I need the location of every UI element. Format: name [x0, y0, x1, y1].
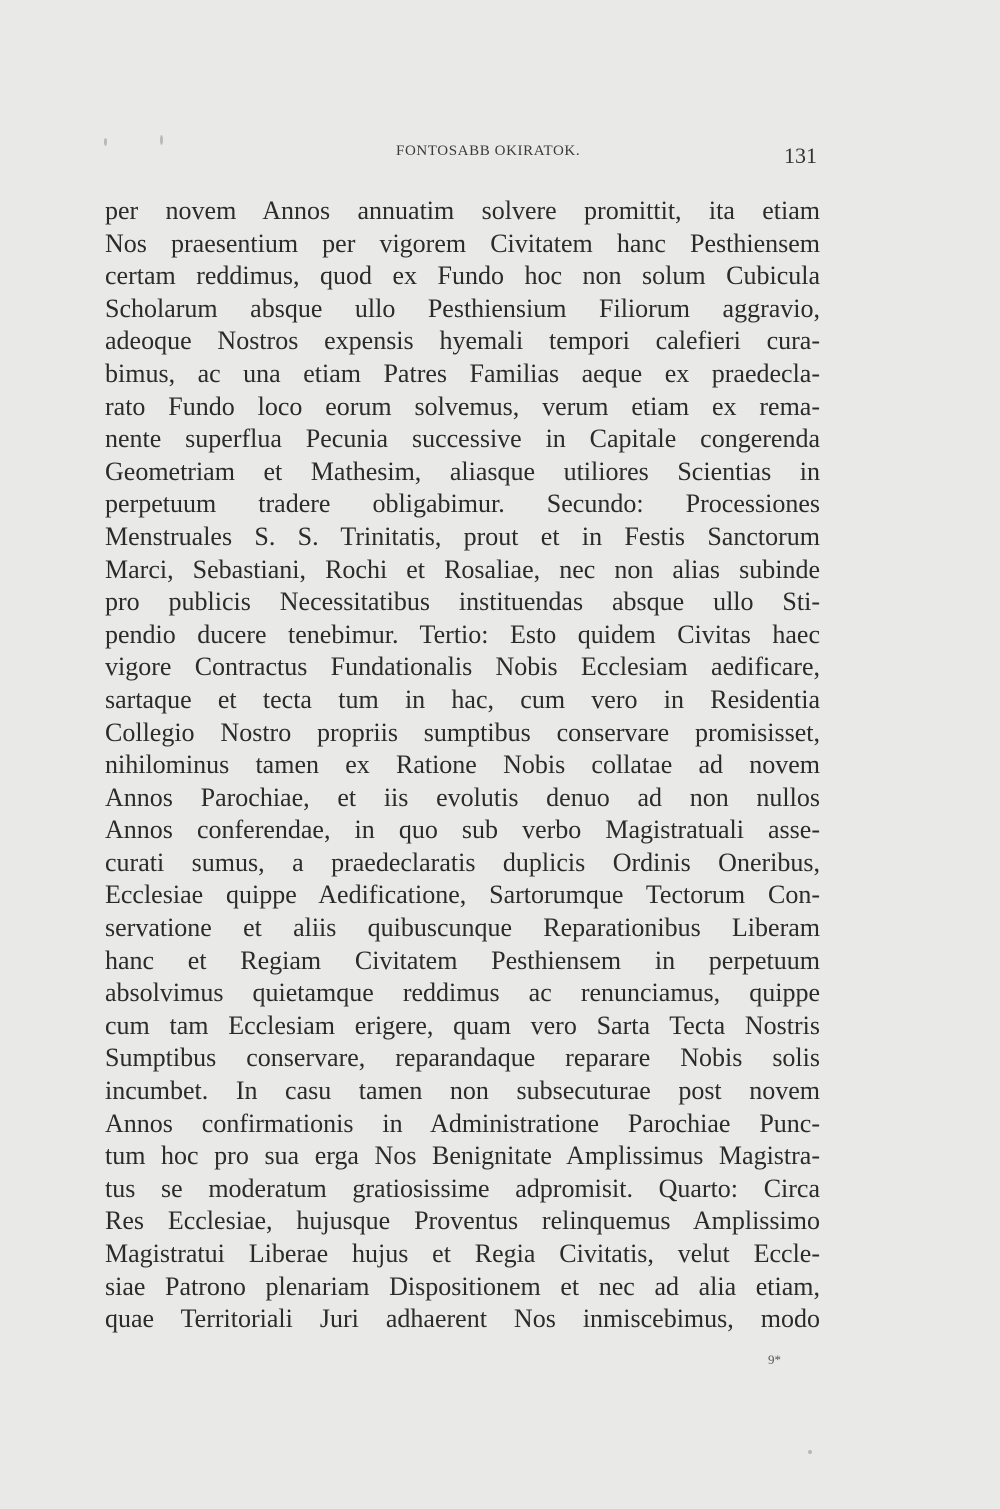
text-line: vigore Contractus Fundationalis Nobis Ecclesiam aedificare, — [105, 652, 820, 682]
text-line: tus se moderatum gratiosissime adpromisit. Quarto: Circa — [105, 1173, 820, 1203]
text-line: Marci, Sebastiani, Rochi et Rosaliae, nec non alias subinde — [105, 554, 820, 584]
text-line: per novem Annos annuatim solvere promittit, ita etiam — [105, 196, 820, 225]
paper-speck — [808, 1450, 812, 1454]
text-line: certam reddimus, quod ex Fundo hoc non solum Cubicula — [105, 261, 820, 291]
text-line: absolvimus quietamque reddimus ac renunciamus, quippe — [105, 978, 820, 1008]
text-line: Collegio Nostro propriis sumptibus conservare promisisset, — [105, 717, 820, 747]
text-line: Annos conferendae, in quo sub verbo Magistratuali asse- — [105, 815, 820, 845]
text-line: Sumptibus conservare, reparandaque reparare Nobis solis — [105, 1043, 820, 1073]
text-line: Annos confirmationis in Administratione Parochiae Punc- — [105, 1108, 820, 1138]
text-line: Annos Parochiae, et iis evolutis denuo ad non nullos — [105, 782, 820, 812]
text-line: Ecclesiae quippe Aedificatione, Sartorumque Tectorum Con- — [105, 880, 820, 910]
paper-speck — [160, 135, 163, 145]
text-line: pendio ducere tenebimur. Tertio: Esto quidem Civitas haec — [105, 619, 820, 649]
text-line: Res Ecclesiae, hujusque Proventus relinquemus Amplissimo — [105, 1206, 820, 1236]
text-line: Magistratui Liberae hujus et Regia Civitatis, velut Eccle- — [105, 1239, 820, 1268]
text-line: perpetuum tradere obligabimur. Secundo: Processiones — [105, 489, 820, 519]
text-line: siae Patrono plenariam Dispositionem et nec ad alia etiam, — [105, 1271, 820, 1301]
running-head — [0, 143, 1000, 173]
text-line: tum hoc pro sua erga Nos Benignitate Amplissimus Magistra- — [105, 1141, 820, 1171]
text-line: pro publicis Necessitatibus instituendas absque ullo Sti- — [105, 587, 820, 617]
paper-speck — [104, 138, 107, 146]
text-line: Scholarum absque ullo Pesthiensium Filiorum aggravio, — [105, 293, 820, 323]
text-line: servatione et aliis quibuscunque Reparationibus Liberam — [105, 913, 820, 943]
text-line: curati sumus, a praedeclaratis duplicis Ordinis Oneribus, — [105, 847, 820, 877]
text-line: Nos praesentium per vigorem Civitatem hanc Pesthiensem — [105, 228, 820, 258]
text-line: cum tam Ecclesiam erigere, quam vero Sarta Tecta Nostris — [105, 1010, 820, 1040]
text-line: bimus, ac una etiam Patres Familias aeque ex praedecla- — [105, 358, 820, 388]
text-line: quae Territoriali Juri adhaerent Nos inmiscebimus, modo — [105, 1304, 820, 1334]
text-line: adeoque Nostros expensis hyemali tempori calefieri cura- — [105, 326, 820, 356]
text-line: hanc et Regiam Civitatem Pesthiensem in perpetuum — [105, 945, 820, 975]
text-line: incumbet. In casu tamen non subsecuturae post novem — [105, 1076, 820, 1106]
text-line: Menstruales S. S. Trinitatis, prout et in Festis Sanctorum — [105, 521, 820, 551]
text-line: rato Fundo loco eorum solvemus, verum etiam ex rema- — [105, 391, 820, 421]
running-title: FONTOSABB OKIRATOK. — [396, 143, 581, 159]
body-text — [105, 195, 820, 1336]
text-line: sartaque et tecta tum in hac, cum vero in Residentia — [105, 684, 820, 714]
text-line: nihilominus tamen ex Ratione Nobis collatae ad novem — [105, 750, 820, 780]
text-line: Geometriam et Mathesim, aliasque utiliores Scientias in — [105, 456, 820, 486]
page-number: 131 — [784, 143, 817, 168]
signature-mark: 9* — [768, 1352, 781, 1367]
text-line: nente superflua Pecunia successive in Capitale congerenda — [105, 424, 820, 454]
